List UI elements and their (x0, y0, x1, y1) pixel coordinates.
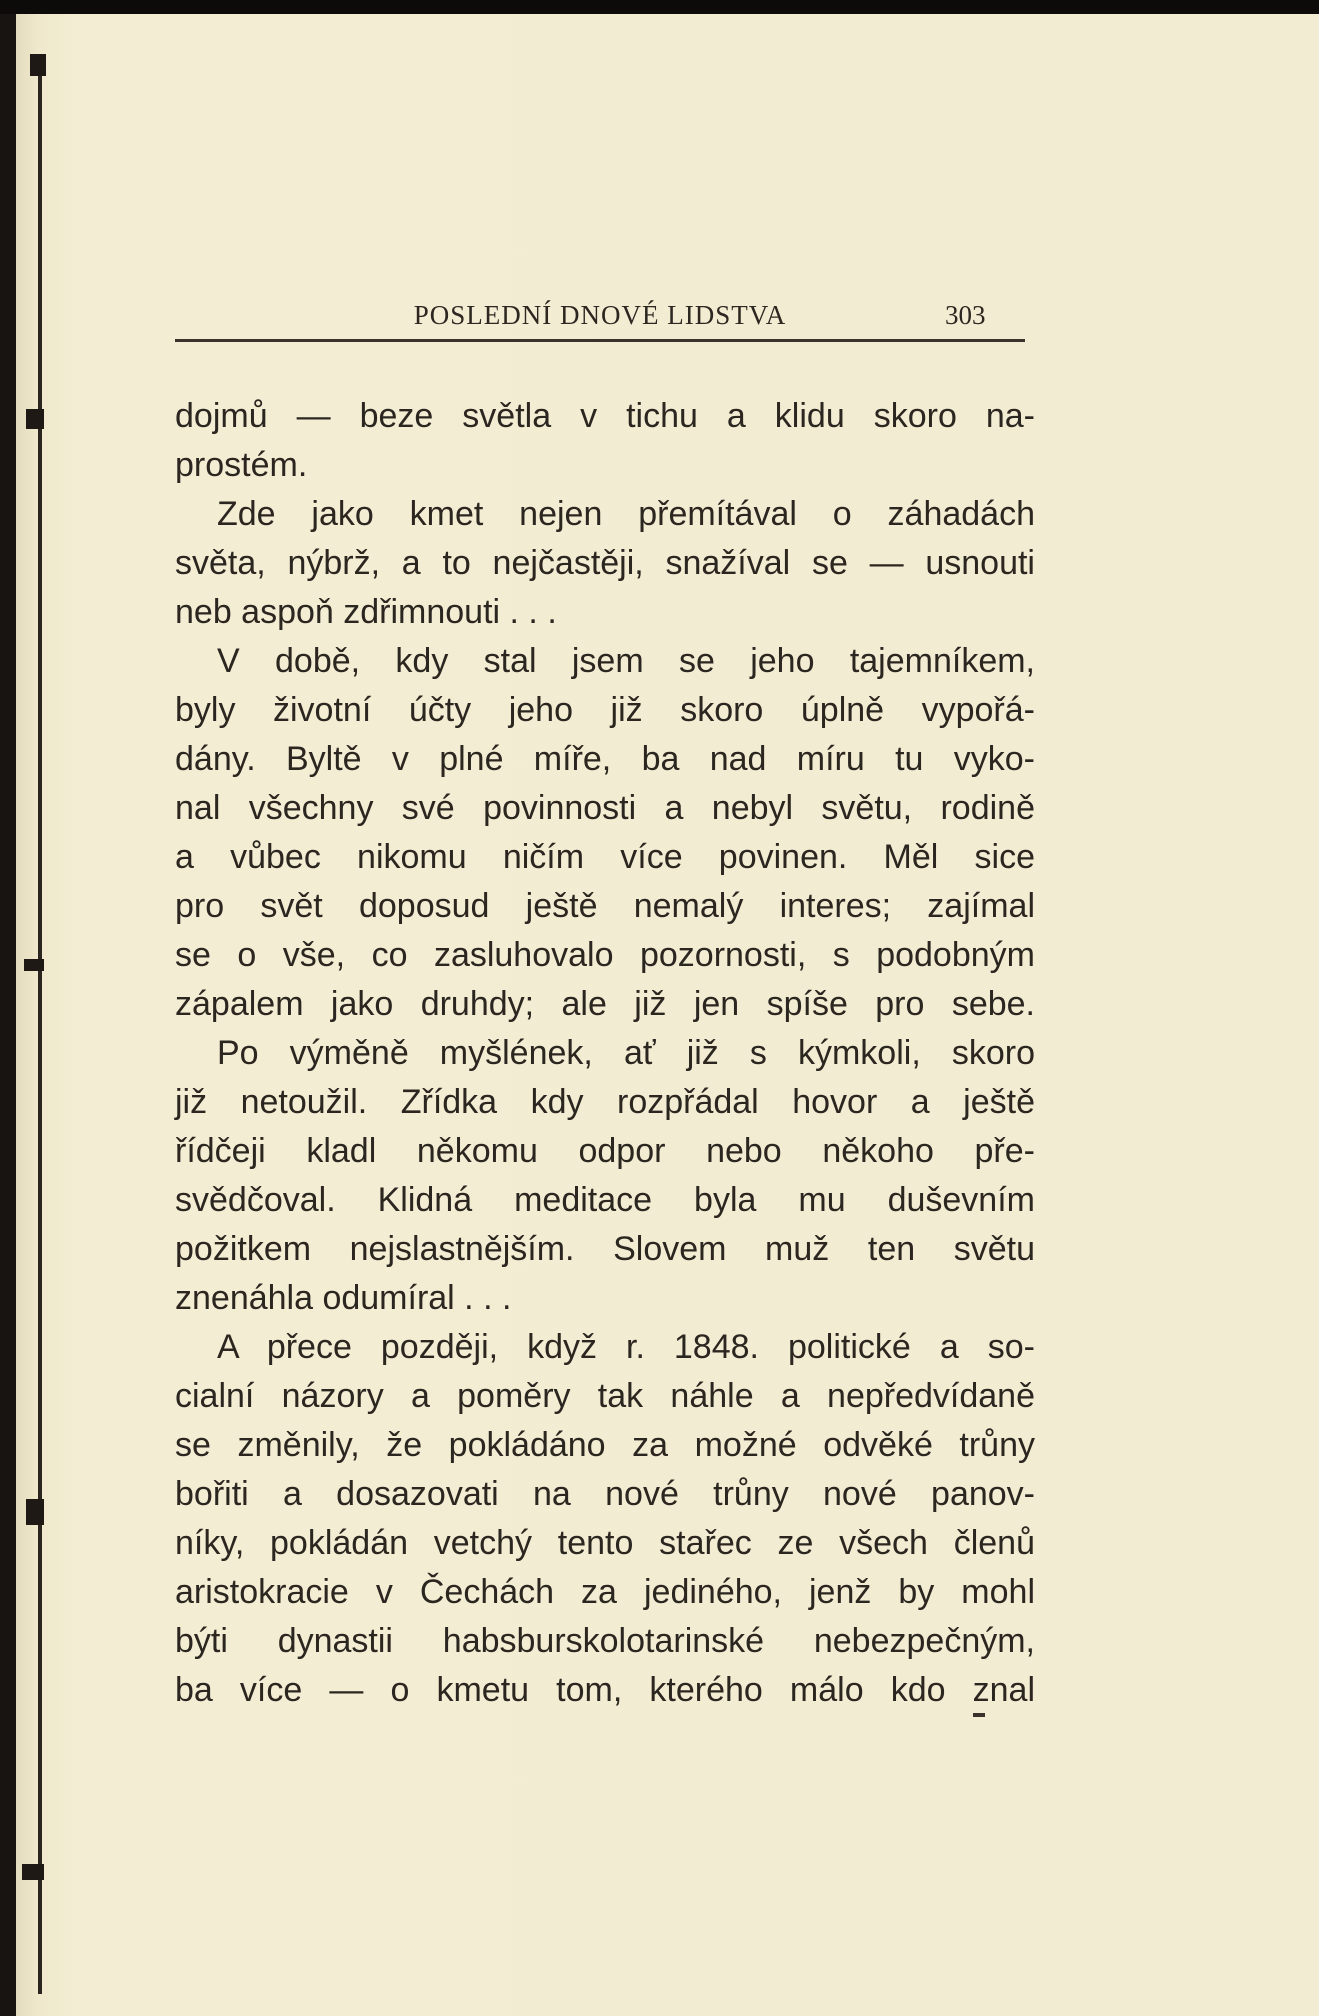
text-line: Po výměně myšlének, ať již s kýmkoli, skoro (217, 1034, 1035, 1072)
text-line: neb aspoň zdřimnouti . . . (175, 593, 557, 631)
gutter-mark (26, 1499, 44, 1525)
text-line: již netoužil. Zřídka kdy rozpřádal hovor a ještě (175, 1083, 1035, 1121)
text-line: řídčeji kladl někomu odpor nebo někoho pře- (175, 1132, 1035, 1170)
text-line: ba více — o kmetu tom, kterého málo kdo znal (175, 1671, 1035, 1709)
text-line: dojmů — beze světla v tichu a klidu skoro na- (175, 397, 1035, 435)
text-line: světa, nýbrž, a to nejčastěji, snažíval se — usnouti (175, 544, 1035, 582)
scan-top-edge (0, 0, 1319, 14)
gutter-mark (30, 54, 46, 76)
text-line: A přece později, když r. 1848. politické a so- (217, 1328, 1035, 1366)
text-line: požitkem nejslastnějším. Slovem muž ten světu (175, 1230, 1035, 1268)
ink-mark (973, 1713, 985, 1717)
text-line: nal všechny své povinnosti a nebyl světu, rodině (175, 789, 1035, 827)
text-line: cialní názory a poměry tak náhle a nepředvídaně (175, 1377, 1035, 1415)
text-line: prostém. (175, 446, 308, 484)
text-line: se o vše, co zasluhovalo pozornosti, s podobným (175, 936, 1035, 974)
text-line: se změnily, že pokládáno za možné odvěké trůny (175, 1426, 1035, 1464)
text-line: aristokracie v Čechách za jediného, jenž by mohl (175, 1573, 1035, 1611)
text-line: Zde jako kmet nejen přemítával o záhadách (217, 495, 1035, 533)
text-line: dány. Byltě v plné míře, ba nad míru tu vyko- (175, 740, 1035, 778)
text-line: byly životní účty jeho již skoro úplně vypořá- (175, 691, 1035, 729)
running-header (175, 300, 1025, 340)
gutter-mark (22, 1864, 44, 1880)
page-number: 303 (945, 300, 986, 330)
text-line: býti dynastii habsburskolotarinské nebezpečným, (175, 1622, 1035, 1660)
binding-gutter (38, 74, 42, 1994)
running-title: POSLEDNÍ DNOVÉ LIDSTVA (413, 300, 787, 330)
text-line: V době, kdy stal jsem se jeho tajemníkem, (217, 642, 1035, 680)
body-text (175, 392, 1035, 1715)
text-line: pro svět doposud ještě nemalý interes; zajímal (175, 887, 1035, 925)
text-line: znenáhla odumíral . . . (175, 1279, 512, 1317)
header-rule (175, 339, 1025, 342)
text-line: níky, pokládán vetchý tento stařec ze všech členů (175, 1524, 1035, 1562)
text-line: bořiti a dosazovati na nové trůny nové panov- (175, 1475, 1035, 1513)
text-line: svědčoval. Klidná meditace byla mu duševním (175, 1181, 1035, 1219)
text-line: zápalem jako druhdy; ale již jen spíše pro sebe. (175, 985, 1035, 1023)
text-line: a vůbec nikomu ničím více povinen. Měl sice (175, 838, 1035, 876)
gutter-mark (24, 959, 44, 971)
gutter-mark (26, 409, 44, 429)
